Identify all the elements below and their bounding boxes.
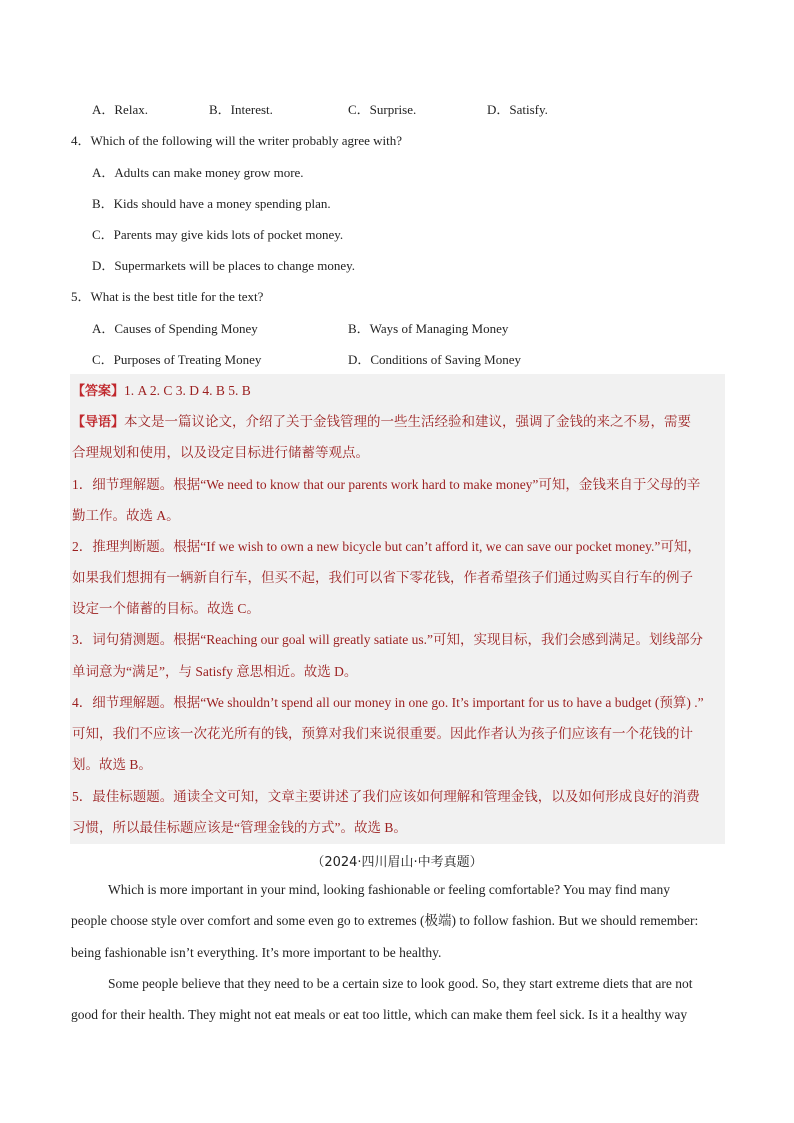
answer-explanation-box xyxy=(70,374,725,844)
guide-line-1: 【导语】本文是一篇议论文，介绍了关于金钱管理的一些生活经验和建议，强调了金钱的来之不易，需要 xyxy=(72,414,692,430)
explain-1-line-2: 勤工作。故选 A。 xyxy=(72,508,180,523)
passage-p1-line-3: being fashionable isn’t everything. It’s more important to be healthy. xyxy=(71,945,442,960)
q3-option-d: D．Satisfy. xyxy=(487,102,548,117)
passage-p1-line-1: Which is more important in your mind, looking fashionable or feeling comfortable? You may find many xyxy=(108,882,671,897)
q4-option-b: B．Kids should have a money spending plan. xyxy=(92,196,331,211)
q5-option-d: D．Conditions of Saving Money xyxy=(348,352,521,367)
q3-option-a: A．Relax. xyxy=(92,102,148,117)
source-heading: （2024·四川眉山·中考真题） xyxy=(311,855,483,870)
explain-4-line-3: 划。故选 B。 xyxy=(72,757,152,772)
explain-4-line-2: 可知，我们不应该一次花光所有的钱，预算对我们来说很重要。因此作者认为孩子们应该有一个花钱的计 xyxy=(72,726,693,741)
q4-stem: 4．Which of the following will the writer probably agree with? xyxy=(71,133,403,148)
explain-2-line-2: 如果我们想拥有一辆新自行车，但买不起，我们可以省下零花钱，作者希望孩子们通过购买自行车的例子 xyxy=(72,570,693,585)
q3-option-b: B．Interest. xyxy=(209,102,273,117)
explain-1-line-1: 1．细节理解题。根据“We need to know that our parents work hard to make money”可知，金钱来自于父母的辛 xyxy=(72,477,701,492)
q5-option-b: B．Ways of Managing Money xyxy=(348,321,509,336)
answer-line xyxy=(72,382,251,401)
passage-p2-line-2: good for their health. They might not eat meals or eat too little, which can make them feel sick. Is it a healthy way xyxy=(71,1007,688,1022)
q5-stem: 5．What is the best title for the text? xyxy=(71,289,264,304)
explain-4-line-1: 4．细节理解题。根据“We shouldn’t spend all our money in one go. It’s important for us to have a budget (预算) .” xyxy=(72,695,704,710)
passage-p2-line-1: Some people believe that they need to be a certain size to look good. So, they start extreme diets that are not xyxy=(108,976,693,991)
explain-5-line-1: 5．最佳标题题。通读全文可知，文章主要讲述了我们应该如何理解和管理金钱，以及如何形成良好的消费 xyxy=(72,789,700,804)
explain-2-line-3: 设定一个储蓄的目标。故选 C。 xyxy=(72,601,260,616)
explain-5-line-2: 习惯，所以最佳标题应该是“管理金钱的方式”。故选 B。 xyxy=(72,820,407,835)
answer-label: 【答案】 xyxy=(72,384,125,399)
q3-option-c: C．Surprise. xyxy=(348,102,417,117)
answer-keys: 1. A 2. C 3. D 4. B 5. B xyxy=(124,383,251,398)
explain-2-line-1: 2．推理判断题。根据“If we wish to own a new bicycle but can’t afford it, we can save our pocket money.”可知， xyxy=(72,539,701,554)
q4-option-d: D．Supermarkets will be places to change money. xyxy=(92,258,356,273)
q5-option-c: C．Purposes of Treating Money xyxy=(92,352,262,367)
q5-option-a: A．Causes of Spending Money xyxy=(92,321,258,336)
passage-p1-line-2: people choose style over comfort and some even go to extremes (极端) to follow fashion. But we should remember: xyxy=(71,913,699,928)
guide-line-2: 合理规划和使用，以及设定目标进行储蓄等观点。 xyxy=(72,445,369,460)
q4-option-a: A．Adults can make money grow more. xyxy=(92,165,304,180)
q4-option-c: C．Parents may give kids lots of pocket money. xyxy=(92,227,344,242)
guide-label: 【导语】 xyxy=(72,415,125,430)
explain-3-line-1: 3．词句猜测题。根据“Reaching our goal will greatly satiate us.”可知，实现目标，我们会感到满足。划线部分 xyxy=(72,632,704,647)
explain-3-line-2: 单词意为“满足”，与 Satisfy 意思相近。故选 D。 xyxy=(72,664,358,679)
